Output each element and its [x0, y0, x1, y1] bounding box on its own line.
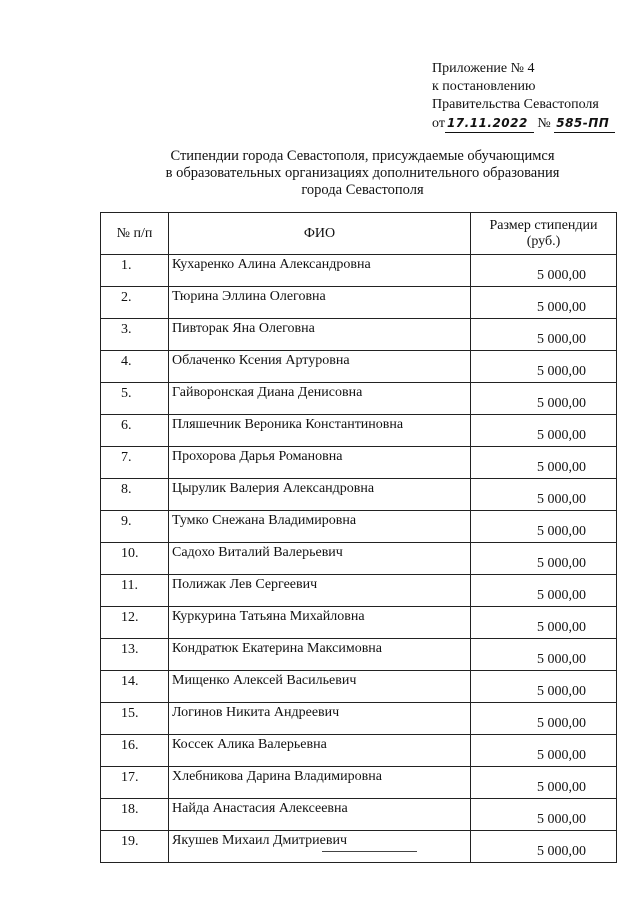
row-amount: 5 000,00	[471, 799, 617, 831]
table-row	[101, 735, 617, 767]
row-amount: 5 000,00	[471, 415, 617, 447]
row-number: 2.	[101, 287, 169, 319]
row-name: Прохорова Дарья Романовна	[169, 447, 471, 479]
table-row	[101, 703, 617, 735]
footer-divider	[322, 851, 417, 852]
title-line-1: Стипендии города Севастополя, присуждаемые обучающимся	[170, 148, 555, 164]
row-number: 18.	[101, 799, 169, 831]
appendix-block	[432, 60, 615, 133]
table-row	[101, 447, 617, 479]
row-number: 6.	[101, 415, 169, 447]
row-number: 8.	[101, 479, 169, 511]
appendix-date-line	[432, 114, 615, 133]
table-row	[101, 287, 617, 319]
row-name: Садохо Виталий Валерьевич	[169, 543, 471, 575]
row-number: 1.	[101, 255, 169, 287]
table-row	[101, 255, 617, 287]
row-number: 4.	[101, 351, 169, 383]
row-amount: 5 000,00	[471, 575, 617, 607]
resolution-number: 585-ПП	[554, 114, 615, 133]
row-number: 14.	[101, 671, 169, 703]
row-name: Куркурина Татьяна Михайловна	[169, 607, 471, 639]
table-row	[101, 831, 617, 863]
table-row	[101, 799, 617, 831]
title-line-2: в образовательных организациях дополнительного образования	[165, 165, 560, 181]
row-amount: 5 000,00	[471, 735, 617, 767]
table-header-row	[101, 213, 617, 255]
row-name: Цырулик Валерия Александровна	[169, 479, 471, 511]
row-name: Полижак Лев Сергеевич	[169, 575, 471, 607]
row-amount: 5 000,00	[471, 479, 617, 511]
table-row	[101, 319, 617, 351]
table-row	[101, 351, 617, 383]
appendix-number: Приложение № 4	[432, 61, 535, 76]
row-name: Пивторак Яна Олеговна	[169, 319, 471, 351]
row-number: 5.	[101, 383, 169, 415]
row-amount: 5 000,00	[471, 511, 617, 543]
row-amount: 5 000,00	[471, 255, 617, 287]
table-row	[101, 479, 617, 511]
table-row	[101, 383, 617, 415]
table-row	[101, 607, 617, 639]
row-name: Тумко Снежана Владимировна	[169, 511, 471, 543]
row-amount: 5 000,00	[471, 287, 617, 319]
row-number: 9.	[101, 511, 169, 543]
row-name: Облаченко Ксения Артуровна	[169, 351, 471, 383]
row-name: Коссек Алика Валерьевна	[169, 735, 471, 767]
date-prefix: от	[432, 116, 445, 131]
row-number: 16.	[101, 735, 169, 767]
row-number: 12.	[101, 607, 169, 639]
title-line-3: города Севастополя	[301, 182, 424, 198]
number-prefix: №	[537, 116, 551, 131]
row-amount: 5 000,00	[471, 351, 617, 383]
appendix-resolution: к постановлению	[432, 79, 536, 94]
row-number: 15.	[101, 703, 169, 735]
header-name: ФИО	[169, 213, 471, 255]
row-amount: 5 000,00	[471, 703, 617, 735]
header-amount	[471, 213, 617, 255]
row-amount: 5 000,00	[471, 767, 617, 799]
resolution-date: 17.11.2022	[445, 114, 534, 133]
row-amount: 5 000,00	[471, 671, 617, 703]
row-name: Логинов Никита Андреевич	[169, 703, 471, 735]
table-row	[101, 767, 617, 799]
row-amount: 5 000,00	[471, 383, 617, 415]
row-name: Кухаренко Алина Александровна	[169, 255, 471, 287]
scholarship-table	[100, 212, 617, 863]
row-name: Хлебникова Дарина Владимировна	[169, 767, 471, 799]
row-name: Тюрина Эллина Олеговна	[169, 287, 471, 319]
row-name: Пляшечник Вероника Константиновна	[169, 415, 471, 447]
row-amount: 5 000,00	[471, 319, 617, 351]
table-row	[101, 543, 617, 575]
row-amount: 5 000,00	[471, 447, 617, 479]
row-amount: 5 000,00	[471, 831, 617, 863]
row-amount: 5 000,00	[471, 543, 617, 575]
row-number: 19.	[101, 831, 169, 863]
table-row	[101, 639, 617, 671]
header-amount-line1: Размер стипендии	[489, 217, 598, 233]
row-number: 13.	[101, 639, 169, 671]
row-name: Мищенко Алексей Васильевич	[169, 671, 471, 703]
row-number: 11.	[101, 575, 169, 607]
document-title	[100, 148, 625, 199]
row-amount: 5 000,00	[471, 607, 617, 639]
header-amount-line2: (руб.)	[526, 233, 561, 249]
row-amount: 5 000,00	[471, 639, 617, 671]
row-number: 7.	[101, 447, 169, 479]
appendix-authority: Правительства Севастополя	[432, 97, 599, 112]
row-number: 3.	[101, 319, 169, 351]
row-number: 10.	[101, 543, 169, 575]
row-name: Гайворонская Диана Денисовна	[169, 383, 471, 415]
table-row	[101, 511, 617, 543]
header-num: № п/п	[101, 213, 169, 255]
row-name: Якушев Михаил Дмитриевич	[169, 831, 471, 863]
row-name: Найда Анастасия Алексеевна	[169, 799, 471, 831]
row-name: Кондратюк Екатерина Максимовна	[169, 639, 471, 671]
row-number: 17.	[101, 767, 169, 799]
table-row	[101, 575, 617, 607]
table-row	[101, 415, 617, 447]
table-row	[101, 671, 617, 703]
